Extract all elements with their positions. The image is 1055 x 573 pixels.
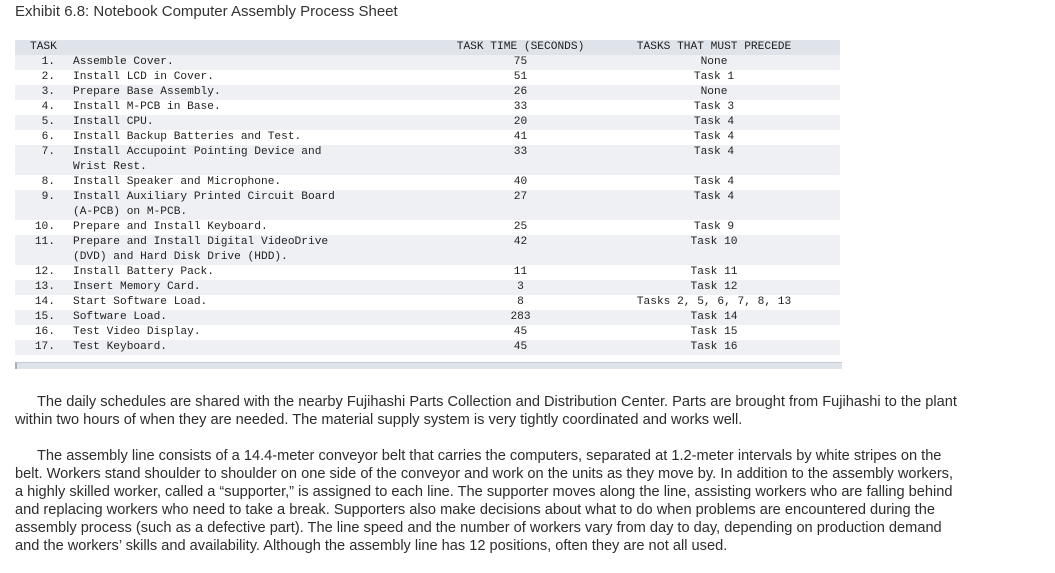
task-description: Install Accupoint Pointing Device and: [73, 145, 453, 160]
task-description: Prepare Base Assembly.: [73, 85, 453, 100]
header-task: TASK: [15, 40, 453, 55]
task-description: (A-PCB) on M-PCB.: [73, 205, 453, 220]
table-bottom-rule: [15, 362, 842, 369]
table-row: [15, 310, 840, 325]
table-row: [15, 115, 840, 130]
task-time: 25: [513, 221, 528, 233]
task-description: Assemble Cover.: [73, 55, 453, 70]
task-number: 9.: [15, 190, 73, 205]
task-precedence: Task 9: [693, 221, 735, 233]
task-number: 15.: [15, 310, 73, 325]
task-time: 33: [513, 101, 528, 113]
task-number: 14.: [34, 296, 55, 308]
task-precedence: None: [588, 85, 840, 100]
table-row: [15, 340, 840, 355]
table-row: [15, 295, 840, 310]
task-time: 3: [453, 280, 588, 295]
table-row-continuation: [15, 250, 840, 265]
task-time: 27: [453, 190, 588, 205]
task-number: 7.: [15, 145, 73, 160]
process-sheet-table: [15, 40, 840, 355]
task-time: 42: [453, 235, 588, 250]
task-number: 3.: [15, 85, 73, 100]
task-precedence: Task 16: [588, 340, 840, 355]
task-time: 51: [513, 71, 528, 83]
table-row: [15, 70, 840, 85]
task-number: 10.: [34, 221, 55, 233]
process-sheet-table-container: [15, 40, 840, 355]
task-number: 5.: [15, 115, 73, 130]
paragraph-assembly-line: The assembly line consists of a 14.4-meter conveyor belt that carries the computers, separated at 1.2-meter intervals by white stripes on the belt. Workers stand shoulder to shoulder on one side of the conveyor and work on the units as they move by. In addition to the assembly workers, a highly skilled worker, called a “supporter,” is assigned to each line. The supporter moves along the line, assisting workers who are falling behind and replacing workers who need to take a break. Supporters also make decisions about what to do when problems are encountered during the assembly process (such as a defective part). The line speed and the number of workers vary from day to day, depending on production demand and the workers’ skills and availability. Although the assembly line has 12 positions, often they are not all used.: [15, 448, 954, 554]
task-precedence: Task 4: [693, 176, 735, 188]
table-row: [15, 85, 840, 100]
task-precedence: Task 4: [588, 145, 840, 160]
task-time: 40: [513, 176, 528, 188]
task-number: 8.: [41, 176, 55, 188]
task-description: Start Software Load.: [73, 296, 208, 308]
task-description: (DVD) and Hard Disk Drive (HDD).: [73, 250, 453, 265]
task-number: 11.: [15, 235, 73, 250]
task-time: 45: [453, 340, 588, 355]
task-description: Prepare and Install Keyboard.: [73, 221, 268, 233]
task-description: Install CPU.: [73, 115, 453, 130]
task-description: Test Keyboard.: [73, 340, 453, 355]
task-description: Prepare and Install Digital VideoDrive: [73, 235, 453, 250]
table-body: [15, 55, 840, 355]
task-number: 1.: [15, 55, 73, 70]
task-number: 13.: [15, 280, 73, 295]
task-precedence: Task 11: [690, 266, 738, 278]
task-precedence: Task 4: [588, 190, 840, 205]
task-time: 41: [513, 131, 528, 143]
table-row: [15, 55, 840, 70]
table-row: [15, 130, 840, 145]
table-row: [15, 145, 840, 160]
task-number: 17.: [15, 340, 73, 355]
task-description: Install Speaker and Microphone.: [73, 176, 282, 188]
table-row: [15, 190, 840, 205]
task-precedence: Task 12: [588, 280, 840, 295]
task-number: 16.: [34, 326, 55, 338]
task-description: Install M-PCB in Base.: [73, 101, 221, 113]
task-description: Insert Memory Card.: [73, 280, 453, 295]
task-description: Test Video Display.: [73, 326, 201, 338]
task-time: 283: [453, 310, 588, 325]
table-header-row: [15, 40, 840, 55]
table-row: [15, 175, 840, 190]
task-time: 26: [453, 85, 588, 100]
task-precedence: Tasks 2, 5, 6, 7, 8, 13: [636, 296, 792, 308]
task-time: [453, 205, 588, 220]
task-time: [453, 160, 588, 175]
task-description: Install LCD in Cover.: [73, 71, 214, 83]
task-precedence: Task 4: [588, 115, 840, 130]
task-precedence: Task 4: [693, 131, 735, 143]
task-description: Install Backup Batteries and Test.: [73, 131, 302, 143]
header-tasks-precede: TASKS THAT MUST PRECEDE: [588, 40, 840, 55]
table-row-continuation: [15, 205, 840, 220]
task-precedence: Task 3: [693, 101, 735, 113]
table-row-continuation: [15, 160, 840, 175]
task-number: [15, 205, 73, 220]
table-row: [15, 280, 840, 295]
task-time: [453, 250, 588, 265]
task-time: 45: [513, 326, 528, 338]
task-time: 33: [453, 145, 588, 160]
task-time: 20: [453, 115, 588, 130]
task-time: 11: [513, 266, 528, 278]
task-number: [15, 160, 73, 175]
task-precedence: [588, 205, 840, 220]
task-description: Install Battery Pack.: [73, 266, 214, 278]
task-precedence: Task 1: [693, 71, 735, 83]
table-row: [15, 325, 840, 340]
task-number: 2.: [41, 71, 55, 83]
task-description: Wrist Rest.: [73, 160, 453, 175]
table-row: [15, 100, 840, 115]
paragraph-parts-supply: The daily schedules are shared with the nearby Fujihashi Parts Collection and Distribution Center. Parts are brought from Fujihashi to the plant within two hours of when they are needed. The material supply system is very tightly coordinated and works well.: [15, 394, 957, 428]
table-row: [15, 220, 840, 235]
task-precedence: None: [588, 55, 840, 70]
task-time: 8: [517, 296, 524, 308]
task-precedence: Task 14: [588, 310, 840, 325]
task-precedence: [588, 250, 840, 265]
task-number: 6.: [41, 131, 55, 143]
task-precedence: [588, 160, 840, 175]
table-row: [15, 265, 840, 280]
task-time: 75: [453, 55, 588, 70]
exhibit-title: Exhibit 6.8: Notebook Computer Assembly Process Sheet: [15, 3, 398, 20]
task-number: 4.: [41, 101, 55, 113]
task-precedence: Task 10: [588, 235, 840, 250]
task-number: [15, 250, 73, 265]
task-number: 12.: [34, 266, 55, 278]
task-description: Install Auxiliary Printed Circuit Board: [73, 190, 453, 205]
task-precedence: Task 15: [690, 326, 738, 338]
header-task-time: TASK TIME (SECONDS): [453, 40, 588, 55]
task-description: Software Load.: [73, 310, 453, 325]
table-row: [15, 235, 840, 250]
